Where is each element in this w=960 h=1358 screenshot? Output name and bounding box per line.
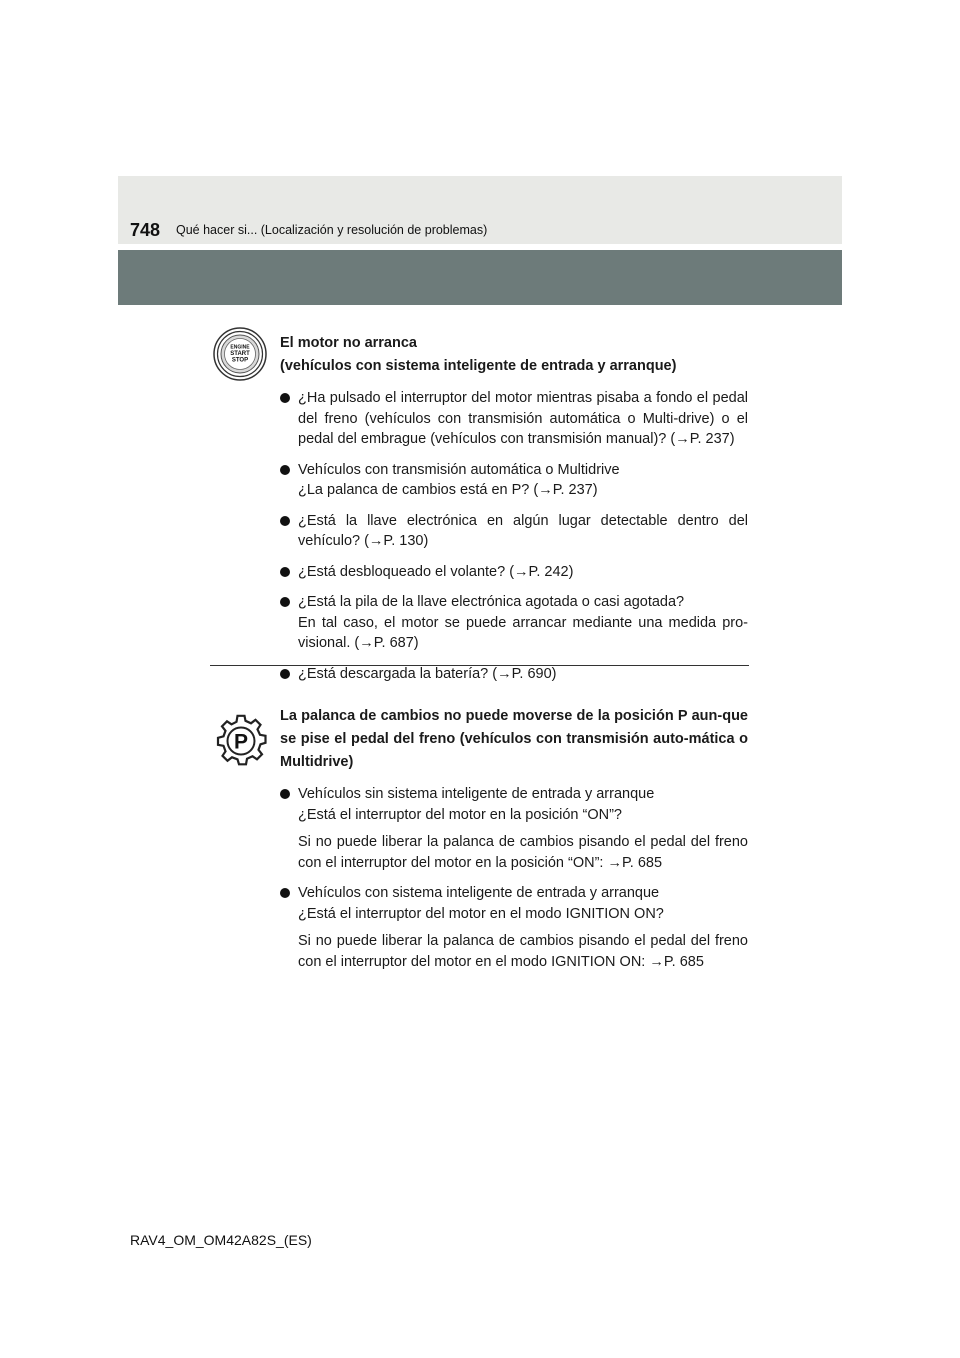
item-line: Vehículos con sistema inteligente de entrada y arranque [298,885,660,901]
checklist [280,388,748,684]
item-line: ¿Está el interruptor del motor en la posición “ON”? [298,806,622,823]
item-line: Vehículos sin sistema inteligente de entrada y arranque [298,786,655,802]
item-line: ¿Está la pila de la llave electrónica agotada o casi agotada? [298,594,685,610]
bullet-icon [280,669,290,679]
bullet-icon [280,567,290,577]
bullet-icon [280,393,290,403]
bullet-icon [280,465,290,475]
chapter-title: Qué hacer si... (Localización y resolución de problemas) [176,223,488,237]
item-note: Si no puede liberar la palanca de cambios pisando el pedal del freno con el interruptor del motor en el modo IGNITION ON: →P. 685 [298,933,748,970]
list-item [280,388,748,450]
section-title-line: El motor no arranca [280,335,417,351]
list-item [280,511,748,552]
section-shift-lever-stuck [280,705,748,972]
footer-doc-code: RAV4_OM_OM42A82S_(ES) [130,1232,312,1248]
item-line: ¿Está descargada la batería? (→P. 690) [298,665,557,682]
engine-start-stop-icon [212,326,268,387]
bullet-icon [280,789,290,799]
bullet-icon [280,597,290,607]
item-line: ¿Está el interruptor del motor en el modo IGNITION ON? [298,905,664,922]
list-item [280,562,748,583]
item-line: ¿Está la llave electrónica en algún lugar detectable dentro del vehículo? (→P. 130) [298,512,748,549]
item-line: ¿La palanca de cambios está en P? (→P. 237) [298,482,598,498]
icon-text-engine: ENGINE [230,344,250,351]
section-title [280,705,748,774]
icon-text-stop: STOP [231,357,249,364]
section-divider [210,665,749,666]
bullet-icon [280,516,290,526]
section-title [280,332,748,378]
item-line: ¿Ha pulsado el interruptor del motor mientras pisaba a fondo el pedal del freno (vehículos con transmisión automática o Multi-drive) o el pedal del embrague (vehículos con transmisión manual)? (→P. 237) [298,390,748,447]
item-note: Si no puede liberar la palanca de cambios pisando el pedal del freno con el interruptor del motor en la posición “ON”: →P. 685 [298,834,748,871]
section-title-line: (vehículos con sistema inteligente de entrada y arranque) [280,358,677,374]
list-item [280,460,748,501]
list-item [280,784,748,873]
section-title-band [118,250,842,305]
item-line: ¿Está desbloqueado el volante? (→P. 242) [298,563,574,580]
section-title-line: La palanca de cambios no puede moverse de la posición P aun-que se pise el pedal del freno (vehículos con transmisión auto-mática o Multidrive) [280,708,748,770]
list-item [280,592,748,654]
list-item [280,664,748,685]
checklist [280,784,748,972]
shift-lever-p-gear-icon [212,711,270,774]
item-line: En tal caso, el motor se puede arrancar mediante una medida pro-visional. (→P. 687) [298,614,748,651]
item-line: Vehículos con transmisión automática o Multidrive [298,461,620,478]
page-number: 748 [130,220,161,240]
icon-text-p: P [233,730,249,754]
bullet-icon [280,888,290,898]
list-item [280,883,748,972]
section-engine-not-starting [280,332,748,684]
icon-text-start: START [230,351,250,357]
